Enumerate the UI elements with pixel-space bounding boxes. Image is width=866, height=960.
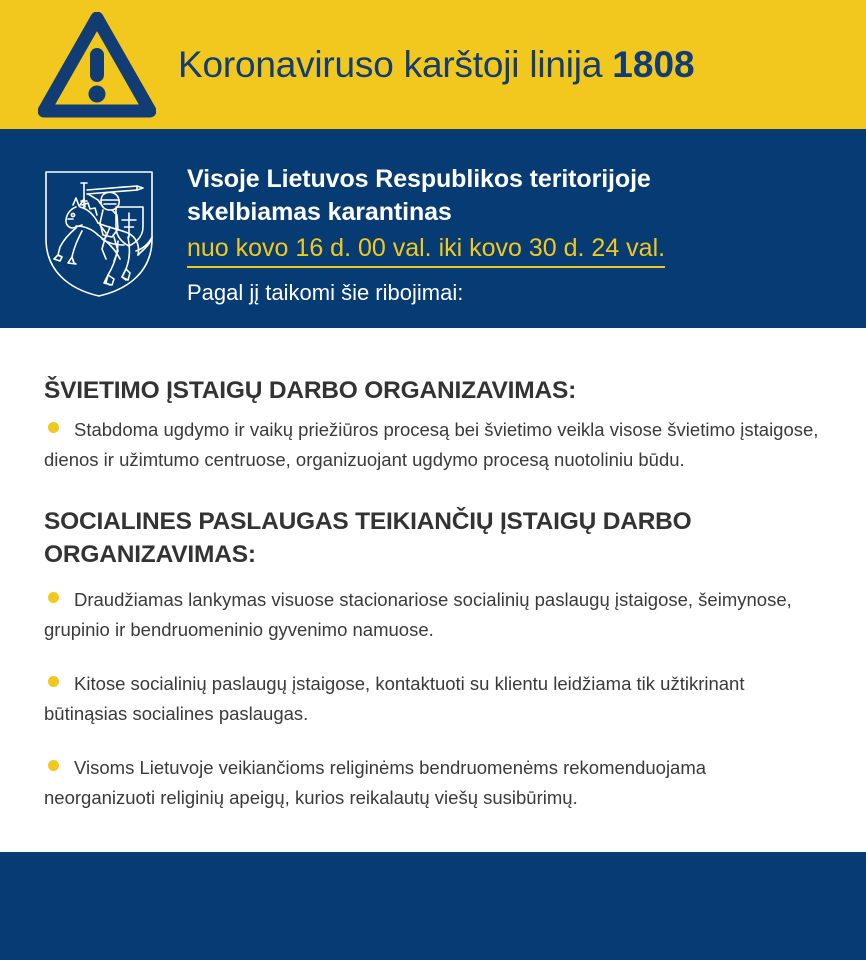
list-item — [44, 585, 822, 645]
list-item — [44, 753, 822, 813]
hotline-title-text: Koronaviruso karštoji linija — [178, 44, 603, 85]
list-item-text: Visoms Lietuvoje veikiančioms religinėms bendruomenėms rekomenduojama neorganizuoti religinių apeigų, kurios reikalautų viešų susibūrimų. — [44, 757, 707, 808]
hotline-title — [178, 46, 695, 83]
list-item-text: Draudžiamas lankymas visuose stacionariose socialinių paslaugų įstaigose, šeimynose, grupinio ir bendruomeninio gyvenimo namuose. — [44, 589, 792, 640]
announcement-text-block — [187, 163, 665, 307]
section-heading-social-services: SOCIALINES PASLAUGAS TEIKIANČIŲ ĮSTAIGŲ DARBO ORGANIZAVIMAS: — [44, 508, 692, 568]
hotline-banner — [0, 0, 866, 129]
list-item-text: Stabdoma ugdymo ir vaikų priežiūros procesą bei švietimo veikla visose švietimo įstaigose, dienos ir užimtumo centruose, organizuojant ugdymo procesą nuotoliniu būdu. — [44, 419, 819, 470]
announcement-line-2: skelbiamas karantinas — [187, 198, 452, 226]
list-item — [44, 415, 822, 475]
footer-bar — [0, 852, 866, 960]
lithuania-coat-of-arms-vytis-icon — [40, 167, 158, 300]
bullet-dot-icon — [48, 760, 59, 771]
hotline-phone-number: 1808 — [612, 44, 695, 85]
bullet-dot-icon — [48, 422, 59, 433]
restrictions-content — [0, 328, 866, 852]
bullet-dot-icon — [48, 592, 59, 603]
announcement-subtitle: Pagal jį taikomi šie ribojimai: — [187, 280, 464, 305]
announcement-dates: nuo kovo 16 d. 00 val. iki kovo 30 d. 24 val. — [187, 231, 665, 268]
list-item — [44, 669, 822, 729]
bullet-dot-icon — [48, 676, 59, 687]
section-heading-education: ŠVIETIMO ĮSTAIGŲ DARBO ORGANIZAVIMAS: — [44, 377, 577, 404]
list-item-text: Kitose socialinių paslaugų įstaigose, kontaktuoti su klientu leidžiama tik užtikrinant būtinąsias socialines paslaugas. — [44, 673, 745, 724]
announcement-line-1: Visoje Lietuvos Respublikos teritorijoje — [187, 165, 651, 193]
announcement-banner — [0, 129, 866, 328]
warning-triangle-icon — [38, 12, 156, 118]
